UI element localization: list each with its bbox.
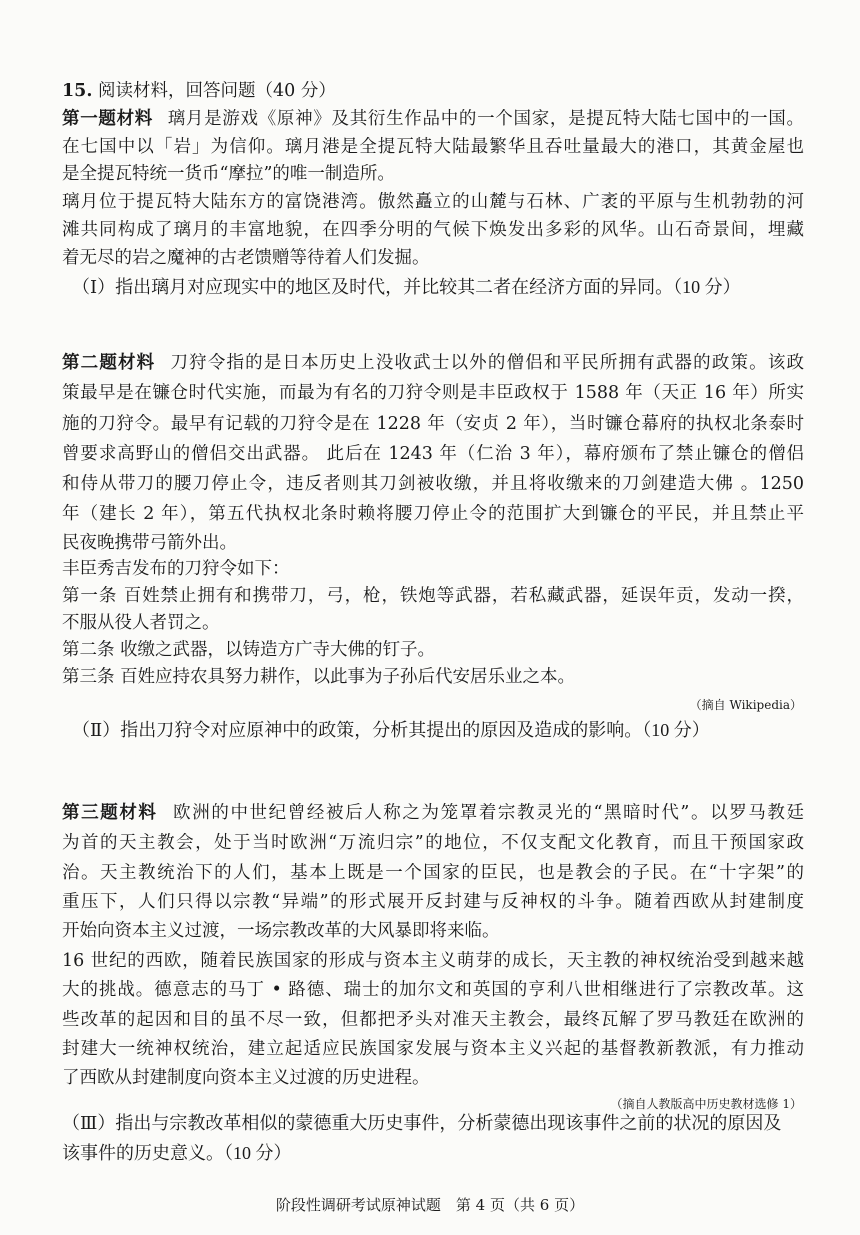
section1-line-1 bbox=[62, 106, 804, 132]
section2-line-8: 丰臣秀吉发布的刀狩令如下： bbox=[62, 559, 290, 579]
section2-line-7: 民夜晚携带弓箭外出。 bbox=[62, 533, 237, 553]
section1-text: 璃月是游戏《原神》及其衍生作品中的一个国家，是提瓦特大陆七国中的一国。 bbox=[167, 109, 804, 129]
section2-line-5: 和侍从带刀的腰刀停止令，违反者则其刀剑被收缴，并且将收缴来的刀剑建造大佛 。1250 bbox=[62, 474, 804, 494]
section2-article-1a: 第一条 百姓禁止拥有和携带刀，弓，枪，铁炮等武器，若私藏武器，延误年贡，发动一揆， bbox=[62, 586, 804, 606]
section3-text: 欧洲的中世纪曾经被后人称之为笼罩着宗教灵光的“黑暗时代”。以罗马教廷 bbox=[171, 803, 804, 823]
section2-line-6: 年（建长 2 年），第五代执权北条时赖将腰刀停止令的范围扩大到镰仓的平民，并且禁止平 bbox=[62, 504, 804, 524]
section3-line-2: 为首的天主教会，处于当时欧洲“万流归宗”的地位，不仅支配文化教育，而且干预国家政 bbox=[62, 833, 804, 853]
section3-line-1 bbox=[62, 800, 804, 826]
section2-question: （Ⅱ）指出刀狩令对应原神中的政策，分析其提出的原因及造成的影响。（10 分） bbox=[72, 720, 710, 740]
section1-line-4: 璃月位于提瓦特大陆东方的富饶港湾。傲然矗立的山麓与石林、广袤的平原与生机勃勃的河 bbox=[62, 192, 804, 212]
section3-line-3: 治。天主教统治下的人们，基本上既是一个国家的臣民，也是教会的子民。在“十字架”的 bbox=[62, 863, 804, 883]
section2-source: （摘自 Wikipedia） bbox=[689, 698, 802, 712]
section3-line-9: 封建大一统神权统治，建立起适应民族国家发展与资本主义兴起的基督教新教派，有力推动 bbox=[62, 1039, 804, 1059]
section1-line-6: 着无尽的岩之魔神的古老馈赠等待着人们发掘。 bbox=[62, 248, 430, 268]
section2-line-3: 施的刀狩令。最早有记载的刀狩令是在 1228 年（安贞 2 年），当时镰仓幕府的执权北条泰时 bbox=[62, 414, 804, 434]
section1-line-3: 是全提瓦特统一货币“摩拉”的唯一制造所。 bbox=[62, 164, 395, 184]
section2-line-2: 策最早是在镰仓时代实施，而最为有名的刀狩令则是丰臣政权于 1588 年（天正 16 年）所实 bbox=[62, 383, 804, 403]
section2-article-2: 第二条 收缴之武器，以铸造方广寺大佛的钉子。 bbox=[62, 640, 436, 660]
section2-line-1 bbox=[62, 350, 804, 376]
section3-line-4: 重压下，人们只得以宗教“异端”的形式展开反封建与反神权的斗争。随着西欧从封建制度 bbox=[62, 892, 804, 912]
section3-question-line-1: （Ⅲ）指出与宗教改革相似的蒙德重大历史事件，分析蒙德出现该事件之前的状况的原因及 bbox=[62, 1113, 782, 1133]
section3-question-line-2: 该事件的历史意义。（10 分） bbox=[62, 1143, 292, 1163]
section2-heading: 第二题材料 bbox=[62, 353, 156, 373]
section1-line-5: 滩共同构成了璃月的丰富地貌，在四季分明的气候下焕发出多彩的风华。山石奇景间，埋藏 bbox=[62, 220, 804, 240]
section1-heading: 第一题材料 bbox=[62, 109, 153, 129]
section3-line-7: 大的挑战。德意志的马丁 • 路德、瑞士的加尔文和英国的亨利八世相继进行了宗教改革。这 bbox=[62, 980, 804, 1000]
question-title bbox=[62, 78, 804, 104]
section3-heading: 第三题材料 bbox=[62, 803, 158, 823]
section1-question: （Ⅰ）指出璃月对应现实中的地区及时代，并比较其二者在经济方面的异同。（10 分） bbox=[72, 277, 741, 297]
section2-text: 刀狩令指的是日本历史上没收武士以外的僧侣和平民所拥有武器的政策。该政 bbox=[169, 353, 804, 373]
section3-line-6: 16 世纪的西欧，随着民族国家的形成与资本主义萌芽的成长，天主教的神权统治受到越来越 bbox=[62, 951, 804, 971]
section3-line-10: 了西欧从封建制度向资本主义过渡的历史进程。 bbox=[62, 1068, 430, 1088]
section2-article-3: 第三条 百姓应持农具努力耕作，以此事为子孙后代安居乐业之本。 bbox=[62, 667, 576, 687]
question-instruction: 阅读材料，回答问题（40 分） bbox=[98, 81, 336, 101]
question-number: 15. bbox=[62, 81, 93, 101]
page-footer: 阶段性调研考试原神试题 第 4 页（共 6 页） bbox=[275, 1196, 585, 1214]
section2-article-1b: 不服从役人者罚之。 bbox=[62, 613, 220, 633]
section3-source: （摘自人教版高中历史教材选修 1） bbox=[610, 1097, 802, 1111]
section2-line-4: 曾要求高野山的僧侣交出武器。 此后在 1243 年（仁治 3 年），幕府颁布了禁止镰仓的僧侣 bbox=[62, 444, 804, 464]
section1-line-2: 在七国中以「岩」为信仰。璃月港是全提瓦特大陆最繁华且吞吐量最大的港口，其黄金屋也 bbox=[62, 137, 804, 157]
section3-line-5: 开始向资本主义过渡，一场宗教改革的大风暴即将来临。 bbox=[62, 921, 500, 941]
section3-line-8: 些改革的起因和目的虽不尽一致，但都把矛头对准天主教会，最终瓦解了罗马教廷在欧洲的 bbox=[62, 1010, 804, 1030]
